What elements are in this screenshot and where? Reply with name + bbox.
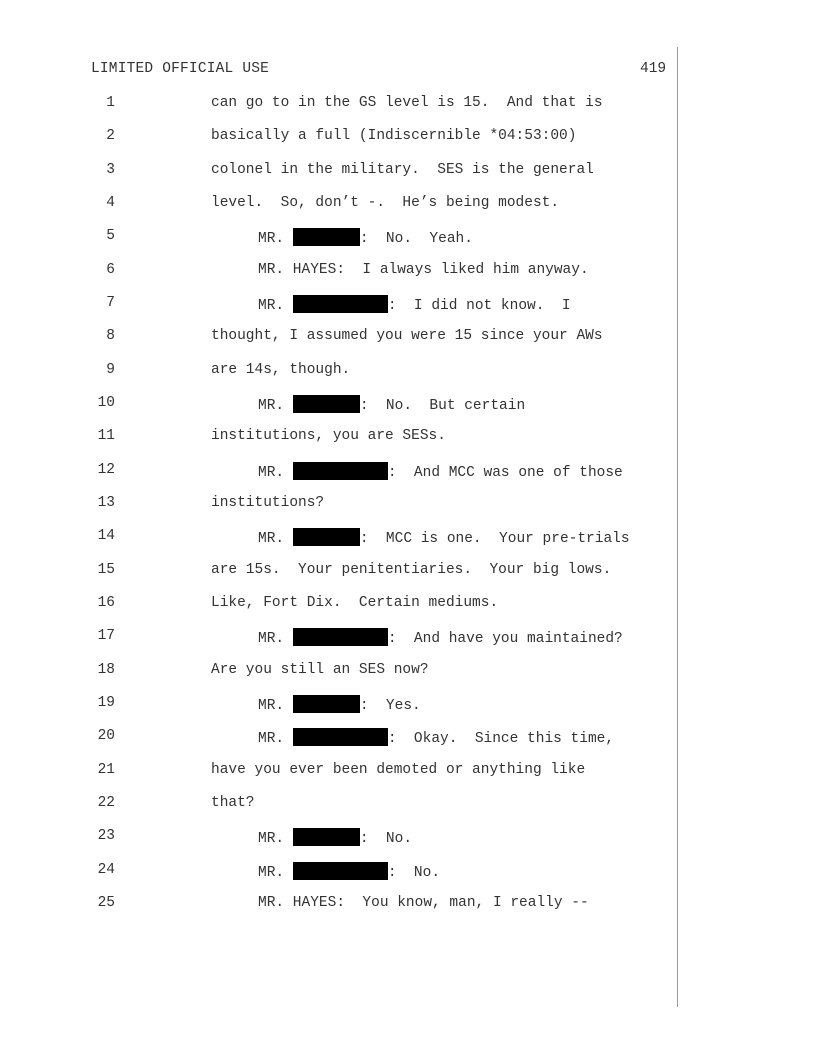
transcript-line	[0, 528, 676, 550]
transcript-line	[0, 795, 676, 817]
line-text: that?	[211, 795, 255, 811]
line-number: 21	[97, 762, 115, 778]
speaker-line	[258, 462, 623, 481]
redaction-box	[293, 295, 388, 313]
transcript-line	[0, 628, 676, 650]
line-number: 12	[97, 462, 115, 478]
speaker-text: : And have you maintained?	[387, 631, 623, 647]
redaction-box	[293, 228, 360, 246]
speaker-line	[258, 528, 630, 547]
line-number: 6	[106, 262, 115, 278]
transcript-line	[0, 128, 676, 150]
transcript-line	[0, 495, 676, 517]
transcript-line	[0, 862, 676, 884]
line-number: 14	[97, 528, 115, 544]
line-text: level. So, don’t -. He’s being modest.	[211, 195, 560, 211]
transcript-line	[0, 662, 676, 684]
line-text: institutions, you are SESs.	[211, 428, 446, 444]
redaction-box	[293, 628, 388, 646]
line-text: basically a full (Indiscernible *04:53:00)	[211, 128, 577, 144]
transcript-line	[0, 462, 676, 484]
speaker-prefix: MR.	[258, 531, 293, 547]
speaker-prefix: MR.	[258, 298, 293, 314]
line-number: 1	[106, 95, 115, 111]
speaker-text: : No. Yeah.	[359, 231, 473, 247]
transcript-line	[0, 695, 676, 717]
line-number: 7	[106, 295, 115, 311]
speaker-prefix: MR.	[258, 465, 293, 481]
line-number: 15	[97, 562, 115, 578]
line-text: MR. HAYES: You know, man, I really --	[258, 895, 589, 911]
line-number: 2	[106, 128, 115, 144]
transcript-line	[0, 95, 676, 117]
line-text: thought, I assumed you were 15 since your AWs	[211, 328, 603, 344]
speaker-prefix: MR.	[258, 698, 293, 714]
line-number: 16	[97, 595, 115, 611]
speaker-prefix: MR.	[258, 731, 293, 747]
line-text: can go to in the GS level is 15. And that is	[211, 95, 603, 111]
redaction-box	[293, 528, 360, 546]
line-text: Are you still an SES now?	[211, 662, 429, 678]
line-number: 24	[97, 862, 115, 878]
speaker-prefix: MR.	[258, 831, 293, 847]
transcript-line	[0, 428, 676, 450]
line-number: 25	[97, 895, 115, 911]
speaker-line	[258, 628, 623, 647]
speaker-prefix: MR.	[258, 865, 293, 881]
transcript-line	[0, 295, 676, 317]
speaker-line	[258, 695, 421, 714]
line-number: 18	[97, 662, 115, 678]
speaker-prefix: MR.	[258, 398, 293, 414]
speaker-text: : MCC is one. Your pre-trials	[359, 531, 630, 547]
right-margin-rule	[677, 47, 678, 1007]
speaker-text: : I did not know. I	[387, 298, 571, 314]
line-text: Like, Fort Dix. Certain mediums.	[211, 595, 499, 611]
transcript-line	[0, 595, 676, 617]
line-number: 8	[106, 328, 115, 344]
speaker-text: : No.	[387, 865, 441, 881]
redaction-box	[293, 862, 388, 880]
line-text: are 15s. Your penitentiaries. Your big lows.	[211, 562, 612, 578]
line-number: 10	[97, 395, 115, 411]
line-text: colonel in the military. SES is the general	[211, 162, 594, 178]
transcript-line	[0, 362, 676, 384]
line-number: 5	[106, 228, 115, 244]
redaction-box	[293, 462, 388, 480]
transcript-line	[0, 828, 676, 850]
line-number: 20	[97, 728, 115, 744]
speaker-line	[258, 295, 571, 314]
transcript-line	[0, 395, 676, 417]
transcript-line	[0, 195, 676, 217]
transcript-line	[0, 762, 676, 784]
page-number: 419	[640, 61, 667, 77]
line-text: are 14s, though.	[211, 362, 351, 378]
redaction-box	[293, 728, 388, 746]
redaction-box	[293, 828, 360, 846]
redaction-box	[293, 695, 360, 713]
speaker-text: : Okay. Since this time,	[387, 731, 615, 747]
transcript-line	[0, 162, 676, 184]
transcript-line	[0, 895, 676, 917]
line-number: 3	[106, 162, 115, 178]
speaker-line	[258, 862, 440, 881]
line-number: 11	[97, 428, 115, 444]
transcript-line	[0, 262, 676, 284]
transcript-line	[0, 328, 676, 350]
line-text: MR. HAYES: I always liked him anyway.	[258, 262, 589, 278]
speaker-line	[258, 728, 614, 747]
line-number: 4	[106, 195, 115, 211]
redaction-box	[293, 395, 360, 413]
line-number: 17	[97, 628, 115, 644]
speaker-line	[258, 228, 473, 247]
speaker-text: : No.	[359, 831, 413, 847]
line-number: 19	[97, 695, 115, 711]
speaker-text: : No. But certain	[359, 398, 526, 414]
speaker-text: : Yes.	[359, 698, 421, 714]
speaker-line	[258, 828, 412, 847]
line-number: 23	[97, 828, 115, 844]
line-text: institutions?	[211, 495, 325, 511]
speaker-text: : And MCC was one of those	[387, 465, 623, 481]
transcript-line	[0, 728, 676, 750]
transcript-line	[0, 228, 676, 250]
transcript-line	[0, 562, 676, 584]
page-header-label: LIMITED OFFICIAL USE	[91, 61, 270, 77]
line-number: 22	[97, 795, 115, 811]
line-number: 13	[97, 495, 115, 511]
speaker-prefix: MR.	[258, 631, 293, 647]
speaker-prefix: MR.	[258, 231, 293, 247]
speaker-line	[258, 395, 525, 414]
line-text: have you ever been demoted or anything like	[211, 762, 586, 778]
line-number: 9	[106, 362, 115, 378]
